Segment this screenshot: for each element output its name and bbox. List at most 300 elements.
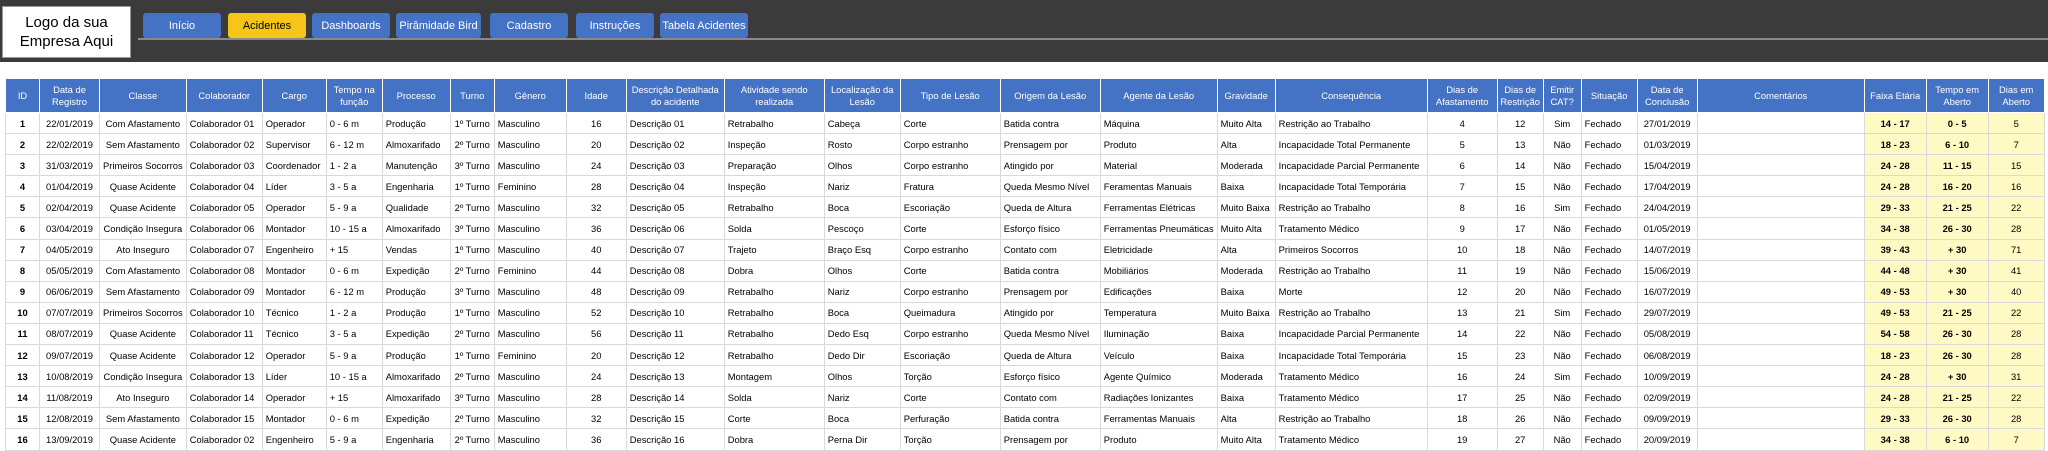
table-row[interactable] [6,429,2045,450]
table-cell[interactable]: 09/09/2019 [1637,408,1697,429]
table-cell[interactable]: Eletricidade [1100,239,1217,260]
table-cell[interactable]: 13 [6,366,40,387]
table-cell[interactable]: Fechado [1581,408,1637,429]
table-cell[interactable]: 8 [6,260,40,281]
table-cell[interactable]: 1º Turno [450,176,494,197]
table-cell[interactable]: Com Afastamento [100,260,187,281]
table-cell[interactable]: 06/08/2019 [1637,345,1697,366]
table-cell[interactable]: 56 [566,323,626,344]
table-cell[interactable]: Não [1543,408,1581,429]
table-cell[interactable]: Expedição [382,260,450,281]
table-cell[interactable]: 27/01/2019 [1637,113,1697,134]
table-cell[interactable]: Colaborador 01 [186,113,262,134]
table-cell[interactable]: 24 [566,155,626,176]
table-cell[interactable]: Incapacidade Total Permanente [1275,134,1427,155]
table-cell[interactable]: 01/05/2019 [1637,218,1697,239]
column-header[interactable]: Localização da Lesão [824,79,900,113]
table-cell[interactable]: 12/08/2019 [40,408,100,429]
table-cell[interactable]: Masculino [494,366,566,387]
column-header[interactable]: Data de Registro [40,79,100,113]
table-cell[interactable]: 15 [6,408,40,429]
table-cell[interactable]: 07/07/2019 [40,302,100,323]
table-cell[interactable]: Baixa [1217,176,1275,197]
table-row[interactable] [6,197,2045,218]
table-cell[interactable]: 49 - 53 [1864,281,1926,302]
table-cell[interactable]: 1º Turno [450,113,494,134]
table-cell[interactable]: 25 [1497,387,1543,408]
table-cell[interactable]: Colaborador 08 [186,260,262,281]
table-cell[interactable]: Corte [900,260,1000,281]
column-header[interactable]: Consequência [1275,79,1427,113]
table-cell[interactable]: Inspeção [724,134,824,155]
table-cell[interactable]: 4 [1427,113,1497,134]
table-cell[interactable]: Colaborador 06 [186,218,262,239]
table-cell[interactable]: 28 [1988,345,2044,366]
table-cell[interactable]: Sim [1543,113,1581,134]
column-header[interactable]: Dias em Aberto [1988,79,2044,113]
table-cell[interactable]: Quase Acidente [100,323,187,344]
table-cell[interactable]: 18 [1497,239,1543,260]
table-cell[interactable]: Não [1543,218,1581,239]
column-header[interactable]: Tipo de Lesão [900,79,1000,113]
table-cell[interactable]: Vendas [382,239,450,260]
table-cell[interactable]: 6 - 10 [1926,429,1988,450]
table-cell[interactable]: Feramentas Manuais [1100,176,1217,197]
table-cell[interactable]: 02/04/2019 [40,197,100,218]
table-cell[interactable]: Montador [262,408,326,429]
table-cell[interactable]: Material [1100,155,1217,176]
table-cell[interactable]: Rosto [824,134,900,155]
table-cell[interactable]: 29/07/2019 [1637,302,1697,323]
table-row[interactable] [6,302,2045,323]
table-cell[interactable]: Corpo estranho [900,134,1000,155]
table-cell[interactable]: Descrição 15 [626,408,724,429]
table-cell[interactable]: Produção [382,302,450,323]
table-cell[interactable]: Radiações Ionizantes [1100,387,1217,408]
table-cell[interactable]: 22 [1988,387,2044,408]
table-cell[interactable]: 2º Turno [450,323,494,344]
table-cell[interactable]: Manutenção [382,155,450,176]
table-cell[interactable]: Dedo Esq [824,323,900,344]
table-cell[interactable]: Descrição 06 [626,218,724,239]
tab-instrucoes[interactable]: Instruções [576,13,654,38]
table-row[interactable] [6,218,2045,239]
table-cell[interactable]: Máquina [1100,113,1217,134]
table-cell[interactable]: 09/07/2019 [40,345,100,366]
table-cell[interactable]: 29 - 33 [1864,197,1926,218]
table-cell[interactable]: 19 [1497,260,1543,281]
table-cell[interactable]: Inspeção [724,176,824,197]
table-cell[interactable]: 22 [1988,197,2044,218]
table-cell[interactable]: 17/04/2019 [1637,176,1697,197]
table-cell[interactable]: 36 [566,429,626,450]
table-cell[interactable]: 7 [6,239,40,260]
table-cell[interactable]: Boca [824,408,900,429]
table-cell[interactable]: 71 [1988,239,2044,260]
table-cell[interactable]: 18 - 23 [1864,134,1926,155]
table-cell[interactable]: Solda [724,218,824,239]
table-cell[interactable]: 06/06/2019 [40,281,100,302]
table-cell[interactable]: Não [1543,155,1581,176]
table-cell[interactable]: Batida contra [1000,408,1100,429]
table-cell[interactable]: 18 [1427,408,1497,429]
table-cell[interactable]: Ato Inseguro [100,387,187,408]
table-row[interactable] [6,176,2045,197]
table-cell[interactable]: Descrição 16 [626,429,724,450]
table-cell[interactable]: 17 [1497,218,1543,239]
table-cell[interactable]: Descrição 11 [626,323,724,344]
table-cell[interactable]: 14/07/2019 [1637,239,1697,260]
table-cell[interactable]: Retrabalho [724,345,824,366]
table-cell[interactable]: 9 [6,281,40,302]
table-cell[interactable] [1697,345,1864,366]
table-cell[interactable]: Condição Insegura [100,218,187,239]
table-cell[interactable]: Fechado [1581,429,1637,450]
table-cell[interactable]: Almoxarifado [382,218,450,239]
table-cell[interactable]: Queda Mesmo Nível [1000,323,1100,344]
table-cell[interactable]: Líder [262,366,326,387]
table-cell[interactable]: Feminino [494,176,566,197]
table-row[interactable] [6,281,2045,302]
table-cell[interactable]: Agente Químico [1100,366,1217,387]
table-row[interactable] [6,408,2045,429]
table-cell[interactable]: Moderada [1217,155,1275,176]
table-cell[interactable]: Incapacidade Parcial Permanente [1275,323,1427,344]
table-cell[interactable]: Descrição 05 [626,197,724,218]
table-cell[interactable]: Iluminação [1100,323,1217,344]
table-cell[interactable]: 12 [6,345,40,366]
table-cell[interactable]: 21 - 25 [1926,302,1988,323]
table-cell[interactable]: Descrição 09 [626,281,724,302]
table-cell[interactable]: 21 - 25 [1926,387,1988,408]
table-cell[interactable]: 40 [1988,281,2044,302]
table-cell[interactable]: 11/08/2019 [40,387,100,408]
table-cell[interactable]: 7 [1988,134,2044,155]
table-cell[interactable]: 40 [566,239,626,260]
table-cell[interactable] [1697,387,1864,408]
table-cell[interactable]: Masculino [494,155,566,176]
table-cell[interactable]: 9 [1427,218,1497,239]
table-cell[interactable]: Fechado [1581,176,1637,197]
table-cell[interactable]: Sim [1543,197,1581,218]
table-cell[interactable] [1697,429,1864,450]
table-cell[interactable]: Quase Acidente [100,197,187,218]
table-cell[interactable]: Incapacidade Total Temporária [1275,345,1427,366]
table-cell[interactable]: 36 [566,218,626,239]
table-cell[interactable]: 29 - 33 [1864,408,1926,429]
table-cell[interactable]: Trajeto [724,239,824,260]
table-cell[interactable]: 11 [6,323,40,344]
table-cell[interactable]: Corte [900,113,1000,134]
table-cell[interactable]: 16 [1427,366,1497,387]
table-cell[interactable]: 16 [6,429,40,450]
table-cell[interactable]: Não [1543,260,1581,281]
table-cell[interactable]: Ferramentas Elétricas [1100,197,1217,218]
table-cell[interactable]: Atingido por [1000,302,1100,323]
table-cell[interactable]: Restrição ao Trabalho [1275,197,1427,218]
table-cell[interactable]: 26 - 30 [1926,345,1988,366]
table-cell[interactable]: Masculino [494,239,566,260]
table-cell[interactable]: 26 - 30 [1926,408,1988,429]
table-cell[interactable]: 5 - 9 a [326,197,382,218]
table-cell[interactable]: 26 - 30 [1926,218,1988,239]
table-cell[interactable]: 6 - 12 m [326,281,382,302]
table-cell[interactable]: 05/05/2019 [40,260,100,281]
table-cell[interactable]: 2º Turno [450,134,494,155]
table-cell[interactable]: Masculino [494,197,566,218]
table-cell[interactable]: Feminino [494,260,566,281]
table-row[interactable] [6,239,2045,260]
table-cell[interactable]: 21 - 25 [1926,197,1988,218]
table-cell[interactable]: 0 - 6 m [326,260,382,281]
table-cell[interactable]: 24 - 28 [1864,176,1926,197]
table-cell[interactable]: Engenheiro [262,239,326,260]
table-cell[interactable]: Fechado [1581,345,1637,366]
table-cell[interactable]: Produto [1100,134,1217,155]
table-cell[interactable]: 15 [1497,176,1543,197]
table-cell[interactable]: 16 [1988,176,2044,197]
table-cell[interactable]: Produto [1100,429,1217,450]
table-cell[interactable]: 10 - 15 a [326,366,382,387]
table-cell[interactable] [1697,176,1864,197]
table-cell[interactable]: 28 [1988,323,2044,344]
table-cell[interactable]: 3º Turno [450,387,494,408]
table-cell[interactable]: Fechado [1581,323,1637,344]
table-row[interactable] [6,134,2045,155]
table-cell[interactable]: 15 [1427,345,1497,366]
table-cell[interactable]: Sem Afastamento [100,408,187,429]
table-cell[interactable]: Colaborador 11 [186,323,262,344]
table-cell[interactable]: 16 [1497,197,1543,218]
table-cell[interactable]: 14 [1427,323,1497,344]
table-cell[interactable]: 20 [566,345,626,366]
table-cell[interactable]: Baixa [1217,323,1275,344]
table-cell[interactable]: Fechado [1581,155,1637,176]
table-cell[interactable]: Colaborador 13 [186,366,262,387]
table-cell[interactable]: 0 - 6 m [326,113,382,134]
table-cell[interactable]: Retrabalho [724,302,824,323]
table-cell[interactable]: Masculino [494,134,566,155]
table-cell[interactable]: Descrição 08 [626,260,724,281]
table-cell[interactable]: Descrição 03 [626,155,724,176]
table-cell[interactable]: Muito Alta [1217,113,1275,134]
table-cell[interactable]: Não [1543,281,1581,302]
table-cell[interactable]: 14 [6,387,40,408]
table-cell[interactable]: Fratura [900,176,1000,197]
table-cell[interactable]: Quase Acidente [100,345,187,366]
table-cell[interactable]: 05/08/2019 [1637,323,1697,344]
table-cell[interactable]: 18 - 23 [1864,345,1926,366]
table-cell[interactable]: Retrabalho [724,113,824,134]
table-cell[interactable]: Masculino [494,429,566,450]
table-cell[interactable]: Olhos [824,260,900,281]
table-cell[interactable]: Muito Baixa [1217,302,1275,323]
table-cell[interactable]: 13 [1497,134,1543,155]
table-cell[interactable]: 26 - 30 [1926,323,1988,344]
table-cell[interactable]: Queda de Altura [1000,345,1100,366]
table-cell[interactable]: Preparação [724,155,824,176]
table-cell[interactable]: Retrabalho [724,197,824,218]
table-cell[interactable]: 52 [566,302,626,323]
table-cell[interactable]: 7 [1988,429,2044,450]
table-cell[interactable]: Descrição 12 [626,345,724,366]
column-header[interactable]: ID [6,79,40,113]
table-cell[interactable]: Colaborador 12 [186,345,262,366]
table-cell[interactable]: 21 [1497,302,1543,323]
table-cell[interactable] [1697,281,1864,302]
table-cell[interactable]: Torção [900,366,1000,387]
table-cell[interactable]: 10 [1427,239,1497,260]
table-cell[interactable]: Tratamento Médico [1275,429,1427,450]
table-cell[interactable]: Montador [262,218,326,239]
table-cell[interactable]: 14 - 17 [1864,113,1926,134]
table-cell[interactable]: + 30 [1926,281,1988,302]
table-cell[interactable]: 15 [1988,155,2044,176]
table-cell[interactable] [1697,260,1864,281]
table-cell[interactable]: Muito Alta [1217,429,1275,450]
table-cell[interactable]: 2º Turno [450,366,494,387]
table-cell[interactable]: 39 - 43 [1864,239,1926,260]
table-cell[interactable]: 31 [1988,366,2044,387]
table-cell[interactable]: 01/03/2019 [1637,134,1697,155]
table-cell[interactable]: Corpo estranho [900,239,1000,260]
table-cell[interactable] [1697,302,1864,323]
table-cell[interactable]: Cabeça [824,113,900,134]
table-cell[interactable]: + 30 [1926,366,1988,387]
table-cell[interactable]: 5 [1427,134,1497,155]
table-cell[interactable]: 20 [1497,281,1543,302]
table-cell[interactable]: Almoxarifado [382,134,450,155]
table-cell[interactable]: Expedição [382,408,450,429]
column-header[interactable]: Dias de Afastamento [1427,79,1497,113]
table-cell[interactable]: Olhos [824,366,900,387]
table-cell[interactable]: Dedo Dir [824,345,900,366]
table-cell[interactable]: 2º Turno [450,429,494,450]
table-cell[interactable]: Montador [262,281,326,302]
table-cell[interactable]: Não [1543,239,1581,260]
table-cell[interactable]: Boca [824,302,900,323]
table-cell[interactable]: Dobra [724,429,824,450]
table-cell[interactable]: 02/09/2019 [1637,387,1697,408]
table-cell[interactable]: 24/04/2019 [1637,197,1697,218]
table-cell[interactable]: 3 - 5 a [326,323,382,344]
table-cell[interactable]: 6 - 10 [1926,134,1988,155]
table-cell[interactable]: Colaborador 15 [186,408,262,429]
table-cell[interactable]: Fechado [1581,218,1637,239]
table-cell[interactable]: Primeiros Socorros [100,155,187,176]
table-cell[interactable]: Corte [900,387,1000,408]
table-cell[interactable]: Feminino [494,345,566,366]
table-cell[interactable]: Líder [262,176,326,197]
table-cell[interactable]: 20/09/2019 [1637,429,1697,450]
table-cell[interactable]: 28 [566,176,626,197]
table-cell[interactable]: 24 [566,366,626,387]
table-cell[interactable]: Masculino [494,408,566,429]
table-cell[interactable]: 28 [566,387,626,408]
table-cell[interactable]: Queimadura [900,302,1000,323]
table-cell[interactable]: 27 [1497,429,1543,450]
table-cell[interactable]: Descrição 10 [626,302,724,323]
tab-piramide-bird[interactable]: Pirâmidade Bird [396,13,481,38]
table-cell[interactable]: 26 [1497,408,1543,429]
table-cell[interactable]: Montador [262,260,326,281]
table-cell[interactable]: 14 [1497,155,1543,176]
table-cell[interactable]: Tratamento Médico [1275,366,1427,387]
table-cell[interactable]: 16 - 20 [1926,176,1988,197]
table-cell[interactable]: 13/09/2019 [40,429,100,450]
tab-cadastro[interactable]: Cadastro [490,13,568,38]
table-cell[interactable]: Perfuração [900,408,1000,429]
column-header[interactable]: Faixa Etária [1864,79,1926,113]
table-cell[interactable]: Alta [1217,134,1275,155]
column-header[interactable]: Origem da Lesão [1000,79,1100,113]
table-cell[interactable]: Muito Alta [1217,218,1275,239]
table-cell[interactable]: 4 [6,176,40,197]
table-cell[interactable]: Fechado [1581,134,1637,155]
table-cell[interactable]: Moderada [1217,260,1275,281]
table-cell[interactable]: Mobiliários [1100,260,1217,281]
table-cell[interactable]: 2º Turno [450,260,494,281]
table-cell[interactable]: 23 [1497,345,1543,366]
table-cell[interactable]: Esforço físico [1000,366,1100,387]
table-cell[interactable]: Colaborador 10 [186,302,262,323]
table-cell[interactable]: Primeiros Socorros [1275,239,1427,260]
table-cell[interactable]: 19 [1427,429,1497,450]
table-cell[interactable]: Retrabalho [724,281,824,302]
table-cell[interactable]: Não [1543,176,1581,197]
column-header[interactable]: Atividade sendo realizada [724,79,824,113]
table-cell[interactable]: Ferramentas Pneumáticas [1100,218,1217,239]
table-cell[interactable]: Não [1543,323,1581,344]
table-cell[interactable]: Boca [824,197,900,218]
table-cell[interactable]: Restrição ao Trabalho [1275,302,1427,323]
table-cell[interactable]: Muito Baixa [1217,197,1275,218]
table-cell[interactable]: 2º Turno [450,197,494,218]
table-cell[interactable]: Produção [382,345,450,366]
table-cell[interactable]: Descrição 02 [626,134,724,155]
table-cell[interactable]: 8 [1427,197,1497,218]
table-cell[interactable]: Nariz [824,281,900,302]
table-cell[interactable]: Técnico [262,323,326,344]
table-cell[interactable]: Descrição 01 [626,113,724,134]
tab-inicio[interactable]: Início [143,13,221,38]
table-cell[interactable]: 24 - 28 [1864,387,1926,408]
table-cell[interactable]: Fechado [1581,281,1637,302]
table-cell[interactable]: Masculino [494,113,566,134]
table-cell[interactable] [1697,408,1864,429]
table-cell[interactable]: Batida contra [1000,113,1100,134]
table-cell[interactable]: 15/04/2019 [1637,155,1697,176]
table-cell[interactable]: Baixa [1217,345,1275,366]
table-row[interactable] [6,345,2045,366]
table-cell[interactable]: Fechado [1581,387,1637,408]
table-row[interactable] [6,366,2045,387]
table-cell[interactable]: 3º Turno [450,281,494,302]
table-cell[interactable]: Sem Afastamento [100,134,187,155]
table-cell[interactable]: Coordenador [262,155,326,176]
table-cell[interactable]: 04/05/2019 [40,239,100,260]
table-cell[interactable]: 0 - 5 [1926,113,1988,134]
table-cell[interactable]: 3 [6,155,40,176]
table-cell[interactable]: + 30 [1926,239,1988,260]
table-cell[interactable]: 28 [1988,218,2044,239]
column-header[interactable]: Situação [1581,79,1637,113]
column-header[interactable]: Idade [566,79,626,113]
table-cell[interactable]: Tratamento Médico [1275,218,1427,239]
table-cell[interactable]: Corpo estranho [900,323,1000,344]
table-cell[interactable]: 1º Turno [450,345,494,366]
table-cell[interactable]: Colaborador 03 [186,155,262,176]
